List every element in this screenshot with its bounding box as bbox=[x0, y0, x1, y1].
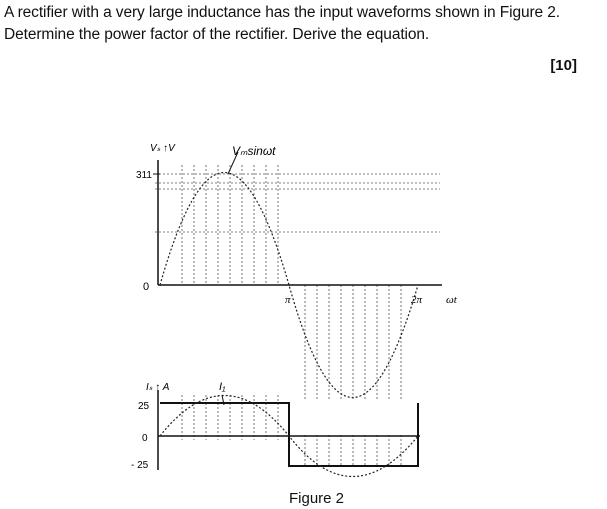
x-label-omega-t: ωt bbox=[446, 294, 457, 306]
tick-label-minus-25: - 25 bbox=[131, 460, 149, 471]
marks-label: [10] bbox=[550, 57, 577, 74]
current-axis-label: Iₛ ↑ A bbox=[146, 382, 170, 393]
vertical-grid-negative bbox=[305, 285, 401, 400]
voltage-axis-label: Vₛ ↑V bbox=[150, 143, 175, 154]
current-plot bbox=[131, 381, 420, 477]
question-text: A rectifier with a very large inductance has the input waveforms shown in Figure 2. Determine the power factor of the rectifier. Derive the equation. bbox=[4, 4, 561, 43]
x-label-2pi: 2π bbox=[411, 294, 423, 306]
i1-curve-label: I₁ bbox=[219, 381, 226, 393]
figure-caption: Figure 2 bbox=[289, 490, 345, 507]
tick-label-0-current: 0 bbox=[142, 433, 148, 444]
current-grid-negative bbox=[305, 435, 401, 466]
tick-label-25: 25 bbox=[138, 401, 150, 412]
voltage-curve-label: Vₘsinωt bbox=[232, 144, 276, 158]
tick-label-311: 311 bbox=[136, 170, 152, 181]
current-grid-positive bbox=[182, 395, 278, 440]
current-square-wave bbox=[160, 403, 418, 466]
voltage-plot bbox=[136, 143, 458, 400]
tick-label-0: 0 bbox=[143, 281, 150, 293]
x-label-pi: π bbox=[285, 294, 291, 306]
